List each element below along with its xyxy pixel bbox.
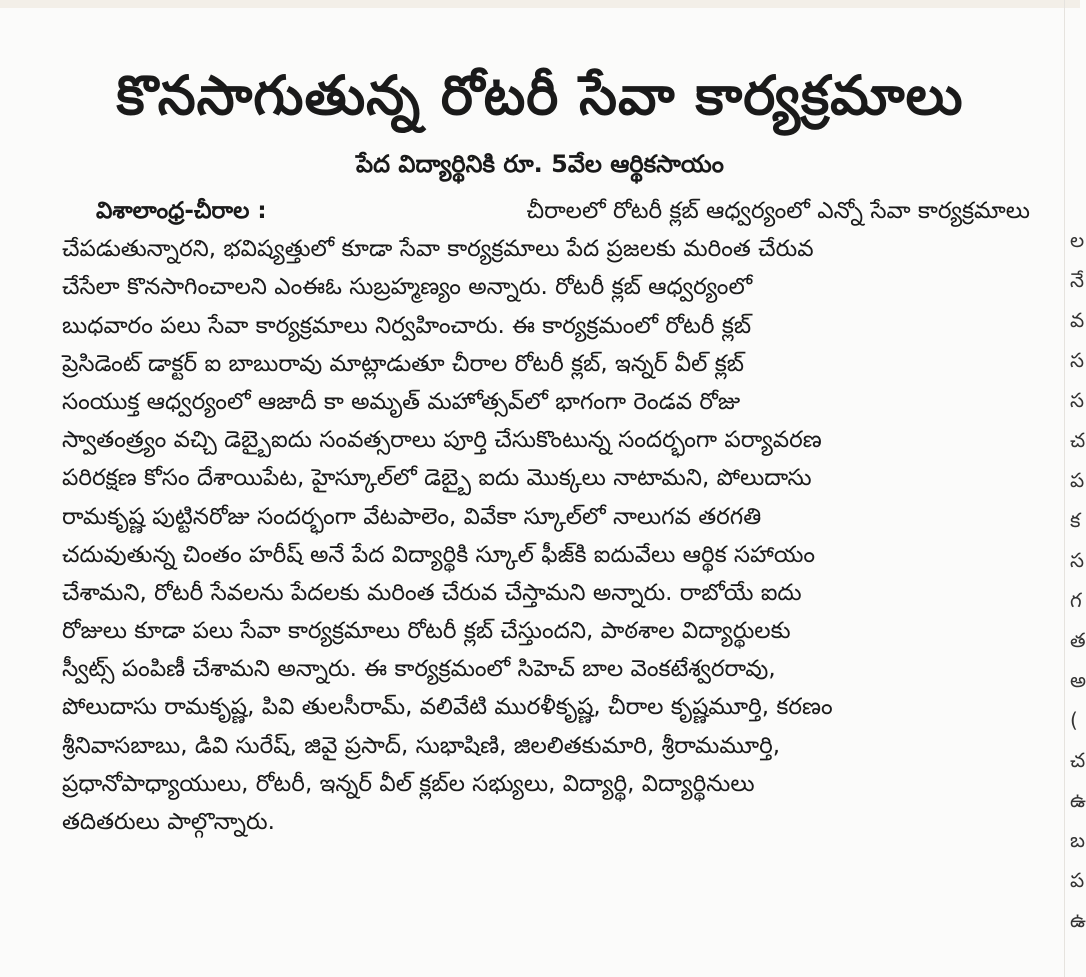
fragment-glyph: ప <box>1070 868 1085 892</box>
body-line: శ్రీనివాసబాబు, డివి సురేష్, జివై ప్రసాద్, సుభాషిణి, జిలలితకుమారి, శ్రీరామమూర్తి, <box>62 732 781 759</box>
article-headline: కొనసాగుతున్న రోటరీ సేవా కార్యక్రమాలు <box>116 64 964 127</box>
adjacent-column-fragment <box>1068 228 1086 968</box>
fragment-glyph: నే <box>1070 268 1085 292</box>
fragment-glyph: బ <box>1070 828 1085 852</box>
fragment-glyph: స <box>1070 388 1085 412</box>
fragment-glyph: ఉ <box>1070 908 1086 932</box>
body-line: ప్రెసిడెంట్ డాక్టర్ ఐ బాబురావు మాట్లాడుతూ చీరాల రోటరీ క్లబ్, ఇన్నర్ వీల్ క్లబ్ <box>62 350 745 377</box>
fragment-glyph: అ <box>1070 668 1086 692</box>
fragment-glyph: స <box>1070 348 1085 372</box>
body-line: చదువుతున్న చింతం హరీష్ అనే పేద విద్యార్థికి స్కూల్ ఫీజ్‌కి ఐదువేలు ఆర్థిక సహాయం <box>62 541 816 568</box>
fragment-glyph: ప <box>1070 468 1085 492</box>
fragment-glyph: ల <box>1070 228 1085 252</box>
body-line: చేసేలా కొనసాగించాలని ఎంఈఓ సుబ్రహ్మణ్యం అన్నారు. రోటరీ క్లబ్ ఆధ్వర్యంలో <box>62 274 753 301</box>
fragment-glyph: చ <box>1070 748 1086 772</box>
fragment-glyph: త <box>1070 628 1086 652</box>
body-line: రామకృష్ణ పుట్టినరోజు సందర్భంగా వేటపాలెం, వివేకా స్కూల్‌లో నాలుగవ తరగతి <box>62 503 762 530</box>
fragment-glyph: ( <box>1070 708 1078 732</box>
body-line: రోజులు కూడా పలు సేవా కార్యక్రమాలు రోటరీ క్లబ్ చేస్తుందని, పాఠశాల విద్యార్థులకు <box>62 618 791 645</box>
article-subheadline: పేద విద్యార్థినికి రూ. 5వేల ఆర్థికసాయం <box>356 150 724 178</box>
body-line: స్వాతంత్ర్యం వచ్చి డెబ్బైఐదు సంవత్సరాలు పూర్తి చేసుకొంటున్న సందర్భంగా పర్యావరణ <box>62 427 822 454</box>
body-line: స్వీట్స్ పంపిణీ చేశామని అన్నారు. ఈ కార్యక్రమంలో సిహెచ్ బాల వెంకటేశ్వరరావు, <box>62 656 776 683</box>
body-line: తదితరులు పాల్గొన్నారు. <box>62 809 275 835</box>
fragment-glyph: చ <box>1070 428 1086 452</box>
body-line: చేపడుతున్నారని, భవిష్యత్తులో కూడా సేవా కార్యక్రమాలు పేద ప్రజలకు మరింత చేరువ <box>62 236 814 263</box>
fragment-glyph: వ <box>1070 308 1085 332</box>
body-line: ప్రధానోపాధ్యాయులు, రోటరీ, ఇన్నర్ వీల్ క్లబ్‌ల సభ్యులు, విద్యార్థి, విద్యార్థినులు <box>62 770 755 797</box>
body-line: పరిరక్షణ కోసం దేశాయిపేట, హైస్కూల్‌లో డెబ్బై ఐదు మొక్కలు నాటామని, పోలుదాసు <box>62 465 812 492</box>
article-body <box>62 192 1030 841</box>
fragment-glyph: ఉ <box>1070 788 1086 812</box>
dateline: విశాలాంధ్ర-చీరాల : <box>96 198 267 224</box>
body-line: పోలుదాసు రామకృష్ణ, పివి తులసీరామ్, వలివేటి మురళీకృష్ణ, చీరాల కృష్ణమూర్తి, కరణం <box>62 694 833 721</box>
body-line <box>62 192 1030 230</box>
body-line: చేశామని, రోటరీ సేవలను పేదలకు మరింత చేరువ చేస్తామని అన్నారు. రాబోయే ఐదు <box>62 579 802 606</box>
page-top-strip <box>0 0 1080 8</box>
fragment-glyph: స <box>1070 548 1085 572</box>
body-line: బుధవారం పలు సేవా కార్యక్రమాలు నిర్వహించారు. ఈ కార్యక్రమంలో రోటరీ క్లబ్ <box>62 312 752 339</box>
body-line: సంయుక్త ఆధ్వర్యంలో ఆజాదీ కా అమృత్ మహోత్సవ్‌లో భాగంగా రెండవ రోజు <box>62 388 741 415</box>
column-divider <box>1064 0 1065 977</box>
body-line-text: చీరాలలో రోటరీ క్లబ్ ఆధ్వర్యంలో ఎన్నో సేవా కార్యక్రమాలు <box>526 198 1030 224</box>
fragment-glyph: గ <box>1070 588 1082 612</box>
fragment-glyph: క <box>1070 508 1081 532</box>
